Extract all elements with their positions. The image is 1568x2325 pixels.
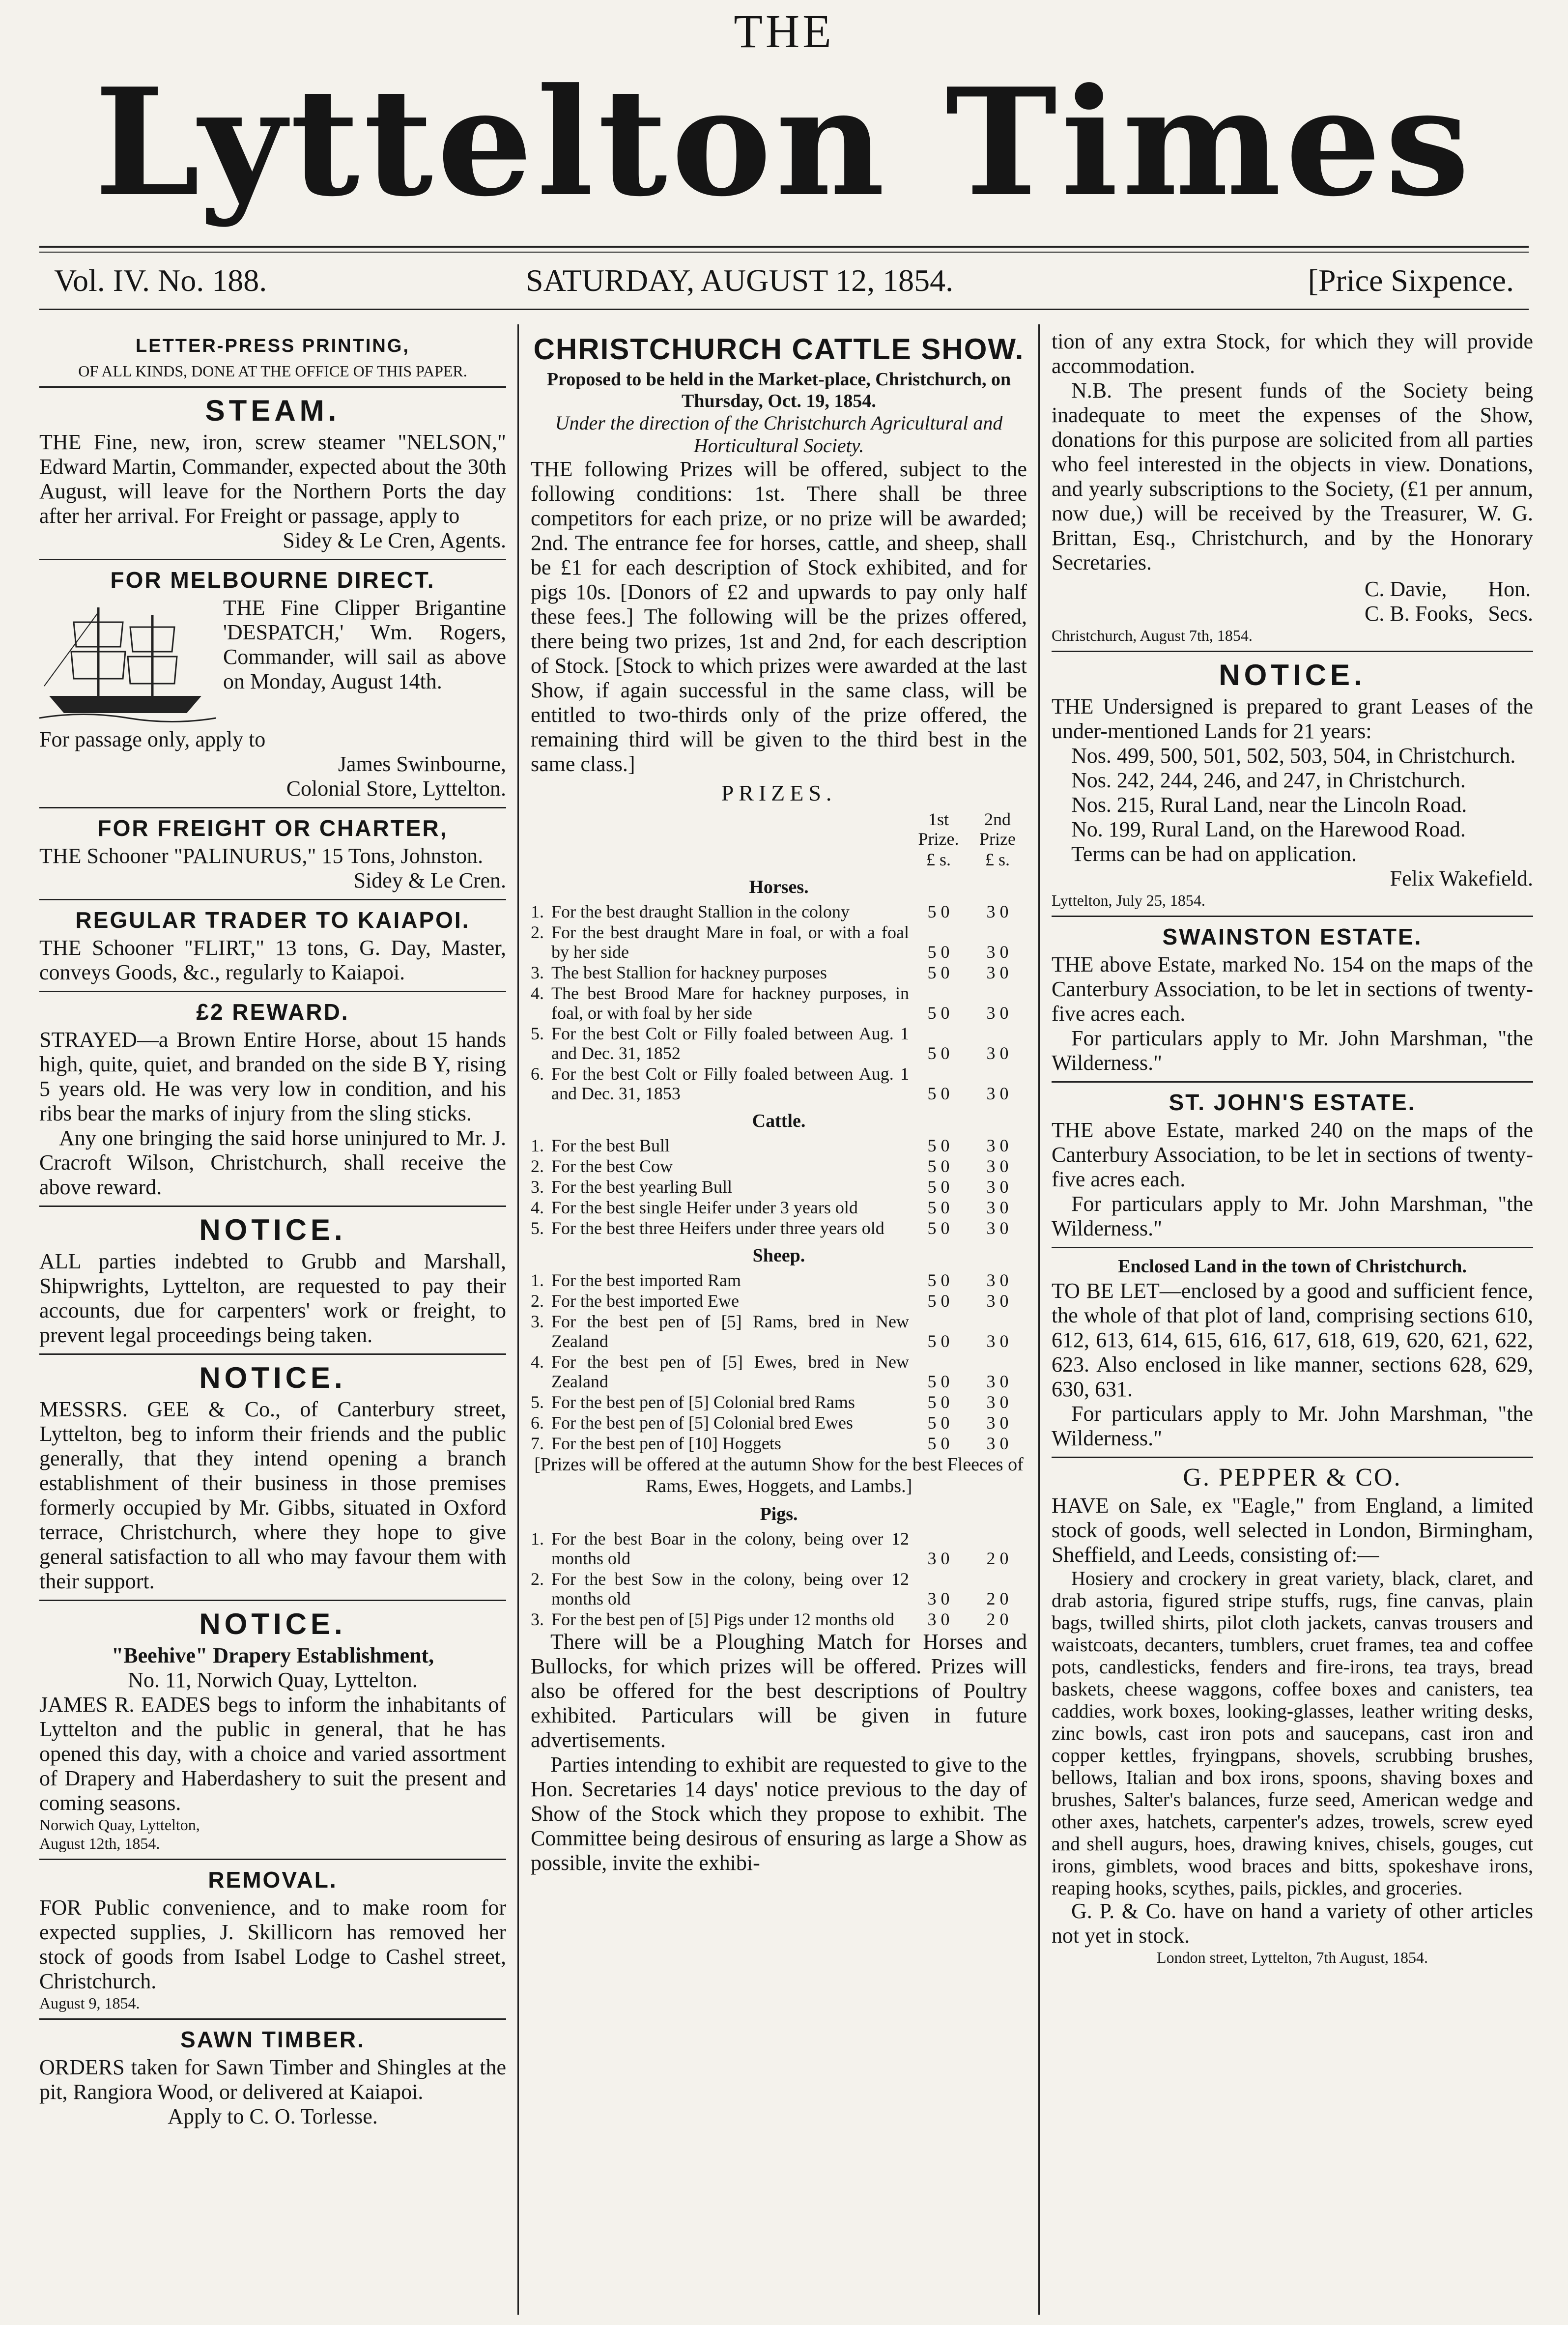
first-prize-value: 3 0 (927, 1549, 950, 1568)
swainston-heading: SWAINSTON ESTATE. (1162, 924, 1423, 949)
divider (1052, 1247, 1533, 1248)
second-prize-value: 3 0 (986, 1198, 1009, 1217)
prize-row (531, 1270, 1027, 1291)
prize-row (531, 962, 1027, 983)
masthead-rule-thin (39, 252, 1529, 253)
first-prize-value: 5 0 (927, 1372, 950, 1391)
dateline-rule (39, 309, 1529, 310)
prize-row (531, 1351, 1027, 1392)
divider (1052, 1081, 1533, 1083)
prize-row (531, 1528, 1027, 1569)
header-spacer (720, 849, 909, 870)
melbourne-passage: For passage only, apply to (39, 727, 266, 751)
prize-number: 3. (531, 963, 544, 982)
first-prize-value: 5 0 (927, 1413, 950, 1433)
prize-section-title: Pigs. (760, 1504, 798, 1524)
divider (39, 2018, 506, 2020)
prize-number: 5. (531, 1024, 544, 1043)
prize-number: 5. (531, 1218, 544, 1238)
notice-date: August 12th, 1854. (39, 1835, 160, 1852)
prize-row (531, 1291, 1027, 1311)
divider (1052, 1457, 1533, 1458)
first-prize-label: 1st Prize. (918, 809, 959, 849)
ship-icon (39, 598, 216, 725)
prize-column-header (531, 809, 1027, 870)
first-prize-value: 5 0 (927, 1270, 950, 1290)
steam-heading: STEAM. (205, 394, 341, 427)
secretary-1: C. Davie, (1365, 577, 1447, 601)
divider (1052, 651, 1533, 652)
prize-description: For the best pen of [5] Rams, bred in New Zealand (551, 1312, 909, 1351)
removal-date: August 9, 1854. (39, 1994, 140, 2012)
second-prize-value: 3 0 (986, 1372, 1009, 1391)
second-prize-value: 3 0 (986, 1331, 1009, 1351)
second-prize-value: 3 0 (986, 963, 1009, 982)
divider (39, 807, 506, 808)
show-date: Christchurch, August 7th, 1854. (1052, 627, 1253, 644)
land-item: No. 199, Rural Land, on the Harewood Road. (1071, 817, 1466, 841)
second-prize-value: 3 0 (986, 1270, 1009, 1290)
notice-heading: NOTICE. (199, 1213, 346, 1246)
prize-row (531, 1392, 1027, 1412)
divider (39, 386, 506, 388)
notice-address: No. 11, Norwich Quay, Lyttelton. (128, 1668, 418, 1692)
prize-number: 4. (531, 983, 544, 1003)
first-prize-value: 5 0 (927, 963, 950, 982)
first-prize-value: 3 0 (927, 1609, 950, 1629)
prize-section-title: Horses. (749, 877, 809, 897)
enclosed-land-body: TO BE LET—enclosed by a good and sufficient fence, the whole of that plot of land, comprising sections 610, 612, 613, 614, 615, 616, 617, 618, 619, 620, 621, 622, 623. Also enclosed in like manner, sections 628, 629, 630, 631. (1052, 1279, 1533, 1401)
second-prize-value: 2 0 (986, 1609, 1009, 1629)
second-prize-value: 3 0 (986, 1291, 1009, 1311)
stjohns-heading: ST. JOHN'S ESTATE. (1169, 1090, 1416, 1115)
divider (39, 1206, 506, 1207)
prize-number: 1. (531, 1529, 544, 1549)
cattle-show-body: THE following Prizes will be offered, subject to the following conditions: 1st. There shall be three competitors for each prize, or no prize will be awarded; 2nd. The entrance fee for horses, cattle, and sheep, shall be £1 for each description of Stock exhibited, and for pigs 10s. [Donors of £2 and upwards to pay only half these fees.] The following will be the prizes offered, there being two prizes, 1st and 2nd, for each description of Stock. [Stock to which prizes were awarded at the last Show, if again successful in the same class, will be entitled to two-thirds only of the prize offered, the remaining third will be given to the third best in the same class.] (531, 457, 1027, 776)
hon-label: Hon. (1488, 577, 1531, 601)
prize-row (531, 1063, 1027, 1104)
first-prize-value: 5 0 (927, 1331, 950, 1351)
melbourne-body: THE Fine Clipper Brigantine 'DESPATCH,' Wm. Rogers, Commander, will sail as above on Monday, August 14th. (223, 596, 506, 693)
pepper-date: London street, Lyttelton, 7th August, 1854. (1157, 1949, 1428, 1966)
first-prize-value: 5 0 (927, 902, 950, 921)
lands-date: Lyttelton, July 25, 1854. (1052, 891, 1205, 909)
pepper-list: Hosiery and crockery in great variety, black, claret, and drab astoria, figured stripe stuffs, rugs, fine canvas, plain bags, twilled shirts, pilot cloth jackets, canvas trousers and waistcoats, decanters, tumblers, cruet frames, tea and coffee pots, candlesticks, fenders and fire-irons, tea trays, bread baskets, cheese waggons, coffee boxes and canisters, tea caddies, work boxes, looking-glasses, leather writing desks, zinc bowls, cast iron pots and saucepans, cast iron and copper kettles, fryingpans, shovels, scrubbing brushes, bellows, Italian and box irons, spoons, shaving boxes and brushes, Salter's balances, furze seed, American wedge and other axes, hatchets, carpenter's adzes, trowels, screw eyed and shell augurs, hoes, drawing knives, chisels, gouges, cut irons, gimblets, wood braces and bitts, spokeshave irons, reaping hooks, scythes, pails, pickles, and groceries. (1052, 1567, 1533, 1899)
header-spacer (531, 849, 720, 870)
stjohns-body: THE above Estate, marked 240 on the maps of the Canterbury Association, to be let in sections of twenty-five acres each. (1052, 1118, 1533, 1191)
notice-heading: NOTICE. (199, 1361, 346, 1394)
first-prize-value: 5 0 (927, 1218, 950, 1238)
prize-number: 6. (531, 1064, 544, 1084)
prize-description: For the best pen of [5] Ewes, bred in New Zealand (551, 1352, 909, 1391)
pepper-body: HAVE on Sale, ex "Eagle," from England, a limited stock of goods, well selected in London, Birmingham, Sheffield, and Leeds, consisting of:— (1052, 1493, 1533, 1567)
prize-description: For the best imported Ram (551, 1270, 741, 1290)
first-prize-value: 5 0 (927, 942, 950, 962)
prize-description: For the best pen of [5] Colonial bred Ewes (551, 1413, 853, 1433)
melbourne-store: Colonial Store, Lyttelton. (286, 776, 506, 801)
removal-heading: REMOVAL. (208, 1867, 338, 1893)
second-prize-value: 3 0 (986, 1392, 1009, 1412)
prizes-heading: PRIZES. (721, 780, 837, 805)
cattle-show-direction: Under the direction of the Christchurch Agricultural and Horticultural Society. (555, 412, 1003, 457)
swainston-apply: For particulars apply to Mr. John Marshman, "the Wilderness." (1052, 1026, 1533, 1075)
lands-list (1052, 744, 1533, 866)
prize-number: 2. (531, 1156, 544, 1176)
first-prize-value: 5 0 (927, 1084, 950, 1103)
prize-number: 1. (531, 902, 544, 921)
prize-row (531, 1023, 1027, 1063)
land-item: Terms can be had on application. (1071, 842, 1357, 866)
prize-section (531, 1243, 1027, 1454)
first-prize-value: 5 0 (927, 1156, 950, 1176)
prize-number: 3. (531, 1609, 544, 1629)
prize-row (531, 1569, 1027, 1609)
secretaries (1052, 577, 1533, 626)
second-prize-value: 3 0 (986, 1003, 1009, 1023)
prize-row (531, 983, 1027, 1023)
first-prize-value: 3 0 (927, 1589, 950, 1608)
ploughing-text: There will be a Ploughing Match for Horses and Bullocks, for which prizes will be offered. Prizes will also be offered for the best descriptions of Poultry exhibited. Particulars will be given in future advertisements. (531, 1630, 1027, 1752)
secs-label: Secs. (1488, 602, 1533, 626)
volume-number: Vol. IV. No. 188. (54, 263, 267, 298)
masthead (0, 0, 1568, 260)
kaiapoi-body: THE Schooner "FLIRT," 13 tons, G. Day, Master, conveys Goods, &c., regularly to Kaiapoi. (39, 936, 506, 984)
price: [Price Sixpence. (1308, 263, 1514, 298)
notice-subheading: "Beehive" Drapery Establishment, (111, 1643, 434, 1667)
prize-number: 1. (531, 1136, 544, 1155)
header-spacer (720, 809, 909, 849)
prize-row (531, 922, 1027, 962)
second-prize-label: 2nd Prize (979, 809, 1016, 849)
prize-description: For the best pen of [5] Pigs under 12 months old (551, 1609, 894, 1629)
first-prize-value: 5 0 (927, 1291, 950, 1311)
lands-signature: Felix Wakefield. (1390, 866, 1533, 890)
second-prize-value: 3 0 (986, 942, 1009, 962)
issue-date: SATURDAY, AUGUST 12, 1854. (526, 263, 954, 298)
first-prize-value: 5 0 (927, 1434, 950, 1453)
prize-row (531, 1197, 1027, 1218)
reward-heading: £2 REWARD. (196, 999, 349, 1025)
prize-description: For the best yearling Bull (551, 1177, 732, 1197)
prize-row (531, 1177, 1027, 1197)
kaiapoi-heading: REGULAR TRADER TO KAIAPOI. (75, 907, 470, 933)
prize-section-title: Sheep. (752, 1245, 805, 1266)
prize-table (531, 1270, 1027, 1454)
prize-number: 1. (531, 1270, 544, 1290)
prize-section (531, 1109, 1027, 1238)
first-prize-value: 5 0 (927, 1043, 950, 1063)
secretary-2: C. B. Fooks, (1365, 602, 1474, 626)
reward-body: STRAYED—a Brown Entire Horse, about 15 hands high, quite, quiet, and branded on the side B Y, rising 5 years old. He was very low in condition, and his ribs bear the marks of injury from the sling sticks. (39, 1028, 506, 1125)
prize-description: For the best three Heifers under three years old (551, 1218, 884, 1238)
second-prize-value: 2 0 (986, 1589, 1009, 1608)
prize-description: For the best pen of [5] Colonial bred Rams (551, 1392, 855, 1412)
second-prize-value: 3 0 (986, 1084, 1009, 1103)
second-prize-value: 3 0 (986, 1136, 1009, 1155)
first-prize-value: 5 0 (927, 1392, 950, 1412)
prize-number: 5. (531, 1392, 544, 1412)
second-prize-value: 3 0 (986, 1156, 1009, 1176)
notice-body: JAMES R. EADES begs to inform the inhabitants of Lyttelton and the public in general, that he has opened this day, with a choice and varied assortment of Drapery and Haberdashery to suit the present and coming seasons. (39, 1693, 506, 1815)
prize-number: 4. (531, 1352, 544, 1372)
prize-description: For the best Sow in the colony, being over 12 months old (551, 1569, 909, 1608)
prize-table (531, 901, 1027, 1104)
freight-body: THE Schooner "PALINURUS," 15 Tons, Johnston. (39, 844, 484, 868)
prize-description: The best Brood Mare for hackney purposes, in foal, or with foal by her side (551, 983, 909, 1023)
prize-row (531, 1311, 1027, 1351)
melbourne-heading: FOR MELBOURNE DIRECT. (110, 567, 435, 593)
column-3 (1052, 329, 1533, 2315)
first-prize-units: £ s. (926, 850, 951, 869)
prize-description: For the best pen of [10] Hoggets (551, 1434, 781, 1453)
prize-description: For the best Colt or Filly foaled between Aug. 1 and Dec. 31, 1853 (551, 1064, 909, 1103)
prize-section-title: Cattle. (752, 1111, 806, 1131)
timber-body: ORDERS taken for Sawn Timber and Shingles at the pit, Rangiora Wood, or delivered at Kaiapoi. (39, 2055, 506, 2104)
timber-heading: SAWN TIMBER. (180, 2027, 365, 2052)
reward-body-2: Any one bringing the said horse uninjured to Mr. J. Cracroft Wilson, Christchurch, shall receive the above reward. (39, 1126, 506, 1199)
prize-row (531, 901, 1027, 922)
divider (39, 559, 506, 560)
prize-description: For the best Cow (551, 1156, 673, 1176)
melbourne-signature: James Swinbourne, (338, 752, 506, 776)
printing-heading: LETTER-PRESS PRINTING, (136, 336, 410, 356)
prize-row (531, 1433, 1027, 1454)
first-prize-value: 5 0 (927, 1136, 950, 1155)
lands-notice-body: THE Undersigned is prepared to grant Leases of the under-mentioned Lands for 21 years: (1052, 694, 1533, 743)
first-prize-value: 5 0 (927, 1198, 950, 1217)
prize-description: For the best imported Ewe (551, 1291, 739, 1311)
column-1 (39, 329, 506, 2315)
swainston-body: THE above Estate, marked No. 154 on the maps of the Canterbury Association, to be let in sections of twenty-five acres each. (1052, 952, 1533, 1026)
prize-description: For the best Bull (551, 1136, 670, 1155)
notice-heading: NOTICE. (199, 1607, 346, 1640)
timber-signature: Apply to C. O. Torlesse. (168, 2104, 378, 2128)
first-prize-value: 5 0 (927, 1003, 950, 1023)
stjohns-apply: For particulars apply to Mr. John Marshman, "the Wilderness." (1052, 1192, 1533, 1240)
divider (39, 1859, 506, 1860)
notice-body: ALL parties indebted to Grubb and Marshall, Shipwrights, Lyttelton, are requested to pay their accounts, due for carpenters' work or freight, to prevent legal proceedings being taken. (39, 1249, 506, 1347)
prize-description: The best Stallion for hackney purposes (551, 963, 827, 982)
land-item: Nos. 499, 500, 501, 502, 503, 504, in Christchurch. (1071, 744, 1516, 768)
prize-description: For the best draught Stallion in the colony (551, 902, 850, 921)
second-prize-value: 2 0 (986, 1549, 1009, 1568)
prize-number: 2. (531, 1569, 544, 1589)
prize-table (531, 1135, 1027, 1238)
land-item: Nos. 215, Rural Land, near the Lincoln Road. (1071, 793, 1467, 817)
prize-row (531, 1218, 1027, 1238)
pig-table (531, 1502, 1027, 1630)
prize-description: For the best draught Mare in foal, or with a foal by her side (551, 922, 909, 962)
prize-number: 3. (531, 1312, 544, 1331)
cattle-show-subheading: Proposed to be held in the Market-place, Christchurch, on Thursday, Oct. 19, 1854. (546, 369, 1011, 411)
header-spacer (531, 809, 720, 849)
masthead-rule (39, 246, 1529, 248)
masthead-the: THE (734, 5, 834, 57)
second-prize-value: 3 0 (986, 1177, 1009, 1197)
prize-row (531, 1412, 1027, 1433)
divider (1052, 916, 1533, 917)
prize-number: 4. (531, 1198, 544, 1217)
newspaper-title: Lyttelton Times (94, 56, 1474, 229)
prize-table (531, 1528, 1027, 1630)
prize-number: 6. (531, 1413, 544, 1433)
dateline (54, 262, 1514, 307)
first-prize-value: 5 0 (927, 1177, 950, 1197)
prize-number: 3. (531, 1177, 544, 1197)
column-2 (531, 329, 1027, 2315)
exhibit-text: Parties intending to exhibit are requested to give to the Hon. Secretaries 14 days' notice previous to the day of Show of the Stock which they propose to exhibit. The Committee being desirous of ensuring as large a Show as possible, invite the exhibi- (531, 1752, 1027, 1875)
removal-body: FOR Public convenience, and to make room for expected supplies, J. Skillicorn has removed her stock of goods from Isabel Lodge to Cashel street, Christchurch. (39, 1895, 506, 1993)
freight-heading: FOR FREIGHT OR CHARTER, (97, 815, 448, 841)
divider (39, 899, 506, 900)
show-continuation: tion of any extra Stock, for which they will provide accommodation. (1052, 329, 1533, 378)
second-prize-units: £ s. (985, 850, 1010, 869)
divider (39, 991, 506, 992)
pepper-note: G. P. & Co. have on hand a variety of other articles not yet in stock. (1052, 1899, 1533, 1948)
prize-number: 2. (531, 1291, 544, 1311)
printing-subheading: OF ALL KINDS, DONE AT THE OFFICE OF THIS PAPER. (78, 362, 467, 380)
second-prize-value: 3 0 (986, 1413, 1009, 1433)
freight-signature: Sidey & Le Cren. (353, 868, 506, 892)
columns (0, 329, 1568, 2315)
enclosed-land-heading: Enclosed Land in the town of Christchurch. (1118, 1256, 1467, 1277)
prize-description: For the best single Heifer under 3 years old (551, 1198, 858, 1217)
divider (39, 1353, 506, 1355)
prize-row (531, 1135, 1027, 1156)
pepper-heading: G. PEPPER & CO. (1183, 1464, 1402, 1492)
second-prize-value: 3 0 (986, 1434, 1009, 1453)
land-item: Nos. 242, 244, 246, and 247, in Christchurch. (1071, 768, 1466, 792)
prize-number: 2. (531, 922, 544, 942)
prize-section (531, 1502, 1027, 1630)
lands-notice-heading: NOTICE. (1219, 659, 1366, 691)
prize-row (531, 1609, 1027, 1630)
notice-body: MESSRS. GEE & Co., of Canterbury street, Lyttelton, beg to inform their friends and the public generally, that they intend opening a branch establishment of their business in those premises formerly occupied by Mr. Gibbs, situated in Oxford terrace, Christchurch, where they hope to give general satisfaction to all who may favour them with their support. (39, 1397, 506, 1593)
divider (39, 1600, 506, 1601)
prize-section (531, 809, 1027, 1104)
steam-body: THE Fine, new, iron, screw steamer "NELSON," Edward Martin, Commander, expected about the 30th August, will leave for the Northern Ports the day after her arrival. For Freight or passage, apply to (39, 430, 506, 528)
prize-description: For the best Boar in the colony, being over 12 months old (551, 1529, 909, 1568)
sheep-note: [Prizes will be offered at the autumn Show for the best Fleeces of Rams, Ewes, Hoggets, and Lambs.] (534, 1454, 1024, 1496)
prize-description: For the best Colt or Filly foaled between Aug. 1 and Dec. 31, 1852 (551, 1024, 909, 1063)
enclosed-land-apply: For particulars apply to Mr. John Marshman, "the Wilderness." (1052, 1402, 1533, 1450)
notice-place: Norwich Quay, Lyttelton, (39, 1816, 200, 1834)
steam-signature: Sidey & Le Cren, Agents. (283, 528, 506, 552)
second-prize-value: 3 0 (986, 1043, 1009, 1063)
second-prize-value: 3 0 (986, 1218, 1009, 1238)
prize-tables (531, 809, 1027, 1454)
nb-text: N.B. The present funds of the Society being inadequate to meet the expenses of the Show, donations for this purpose are solicited from all parties who feel interested in the objects in view. Donations, and yearly subscriptions to the Society, (£1 per annum, now due,) will be received by the Treasurer, W. G. Brittan, Esq., Christchurch, and by the Honorary Secretaries. (1052, 378, 1533, 574)
prize-number: 7. (531, 1434, 544, 1453)
second-prize-value: 3 0 (986, 902, 1009, 921)
cattle-show-heading: CHRISTCHURCH CATTLE SHOW. (533, 333, 1025, 366)
prize-row (531, 1156, 1027, 1177)
